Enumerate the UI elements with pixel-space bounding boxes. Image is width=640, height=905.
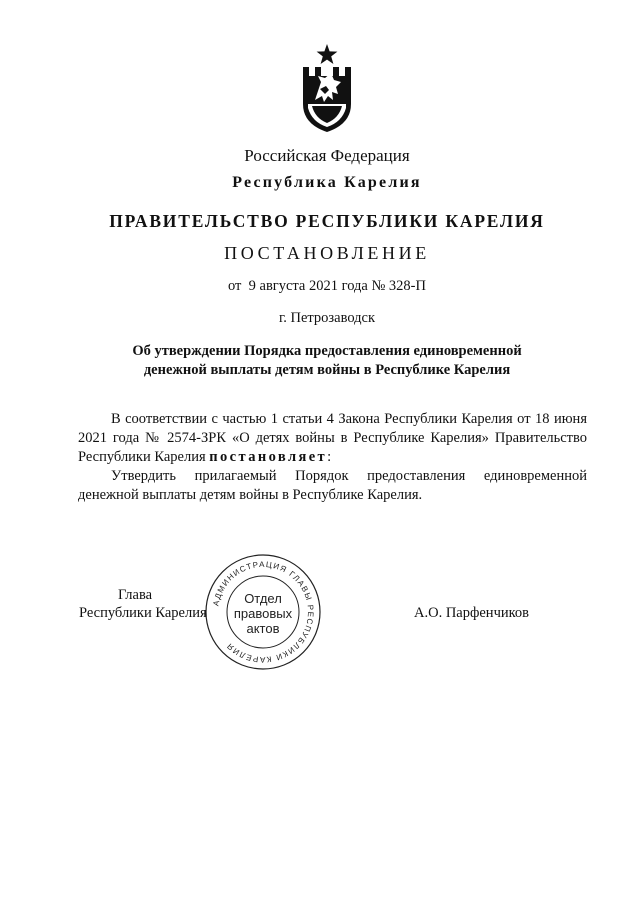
decree-type: ПОСТАНОВЛЕНИЕ xyxy=(224,243,430,263)
decree-city: г. Петрозаводск xyxy=(278,310,376,326)
karelia-coat-of-arms-icon xyxy=(298,42,356,134)
stamp-line-2: правовых xyxy=(233,606,293,621)
body-paragraph-2: Утвердить прилагаемый Порядок предоставления единовременной денежной выплаты детям войны в Республике Карелия. xyxy=(78,468,587,503)
decree-verb: постановляет xyxy=(209,449,328,465)
stamp-ring-text: АДМИНИСТРАЦИЯ ГЛАВЫ РЕСПУБЛИКИ КАРЕЛИЯ xyxy=(211,559,316,665)
decree-title-line-1: Об утверждении Порядка предоставления единовременной xyxy=(132,343,522,359)
signature-name: А.О. Парфенчиков xyxy=(414,605,530,621)
government-label: ПРАВИТЕЛЬСТВО РЕСПУБЛИКИ КАРЕЛИЯ xyxy=(109,211,545,231)
body-paragraph-1 xyxy=(78,410,587,467)
stamp-line-3: актов xyxy=(246,621,280,636)
decree-title-line-2: денежной выплаты детям войны в Республике Карелия xyxy=(143,362,511,378)
paragraph-1-end: : xyxy=(327,449,332,465)
stamp-seal xyxy=(204,553,322,671)
stamp-line-1: Отдел xyxy=(244,591,282,606)
signature-title: Глава xyxy=(118,587,153,603)
federation-label: Российская Федерация xyxy=(244,146,410,165)
republic-label: Республика Карелия xyxy=(232,174,422,191)
paragraph-1-text: В соответствии с частью 1 статьи 4 Закона Республики Карелия от 18 июня 2021 года № 2574-ЗРК «О детях войны в Республике Карелия» Правительство Республики Карелия xyxy=(78,411,587,465)
decree-date-number: от 9 августа 2021 года № 328-П xyxy=(227,278,426,294)
signature-republic: Республики Карелия xyxy=(79,605,207,621)
